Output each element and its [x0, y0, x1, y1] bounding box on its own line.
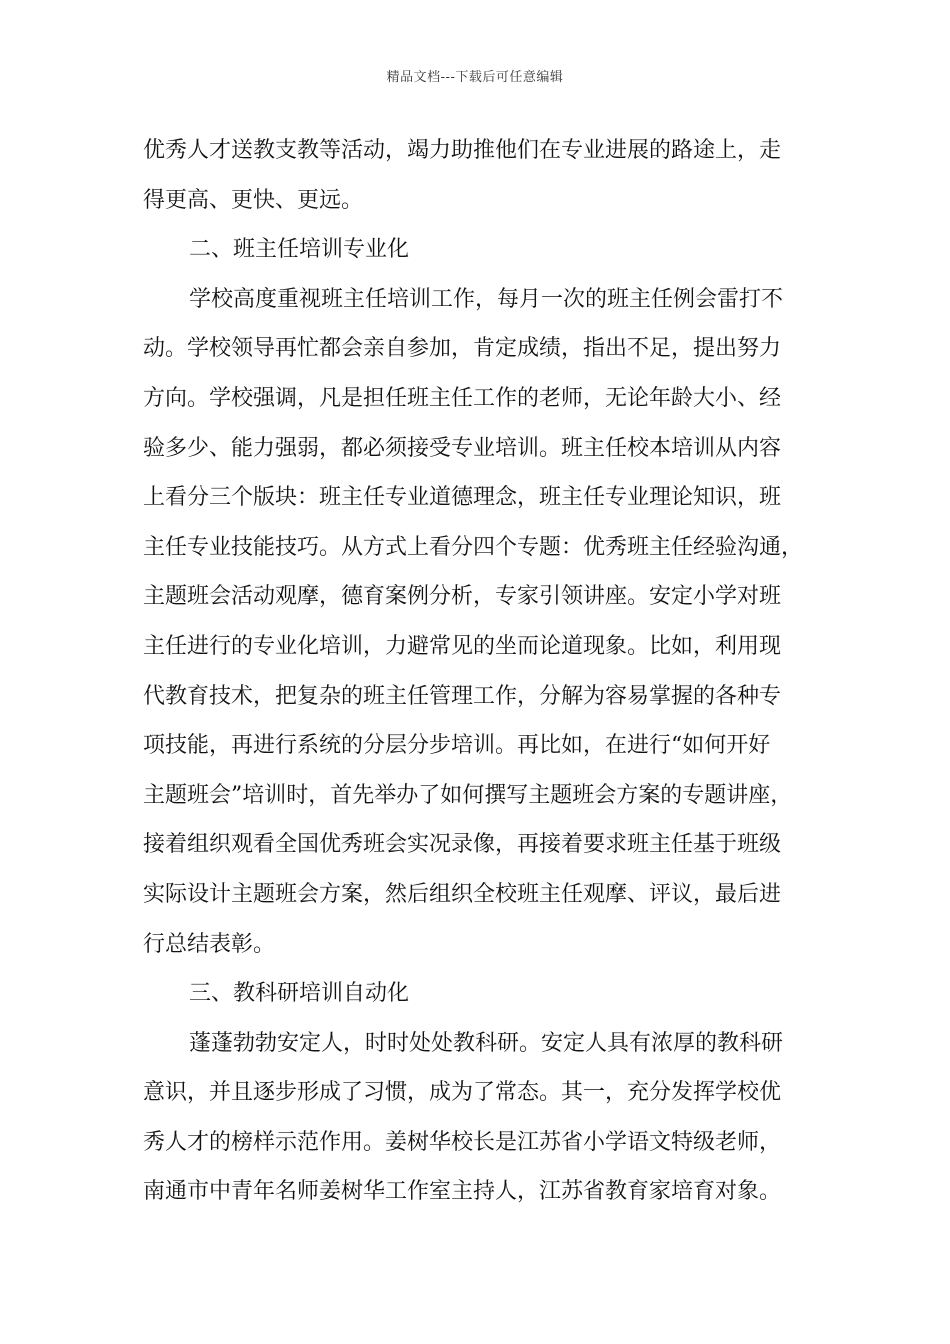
- text-line: 项技能，再进行系统的分层分步培训。再比如，在进行“如何开好: [143, 733, 771, 759]
- text-line: 接着组织观看全国优秀班会实况录像，再接着要求班主任基于班级: [143, 832, 782, 858]
- text-line: 上看分三个版块：班主任专业道德理念，班主任专业理论知识，班: [143, 485, 782, 511]
- text-line: 秀人才的榜样示范作用。姜树华校长是江苏省小学语文特级老师，: [143, 1129, 782, 1155]
- page-header: 精品文档---下载后可任意编辑: [386, 70, 564, 85]
- paragraph-start-line: 二、班主任培训专业化: [189, 237, 410, 263]
- document-body: [143, 126, 809, 1217]
- paragraph-start-line: 三、教科研培训自动化: [189, 981, 410, 1007]
- text-line: 主任专业技能技巧。从方式上看分四个专题：优秀班主任经验沟通，: [143, 534, 804, 560]
- text-line: 方向。学校强调，凡是担任班主任工作的老师，无论年龄大小、经: [143, 385, 782, 411]
- text-line: 行总结表彰。: [143, 931, 276, 957]
- text-line: 意识，并且逐步形成了习惯，成为了常态。其一，充分发挥学校优: [143, 1080, 782, 1106]
- text-line: 主题班会”培训时，首先举办了如何撰写主题班会方案的专题讲座，: [143, 782, 793, 808]
- paragraph-start-line: 学校高度重视班主任培训工作，每月一次的班主任例会雷打不: [189, 286, 784, 312]
- text-line: 主题班会活动观摩，德育案例分析，专家引领讲座。安定小学对班: [143, 584, 782, 610]
- text-line: 主任进行的专业化培训，力避常见的坐而论道现象。比如，利用现: [143, 633, 782, 659]
- text-line: 验多少、能力强弱，都必须接受专业培训。班主任校本培训从内容: [143, 435, 782, 461]
- text-line: 动。学校领导再忙都会亲自参加，肯定成绩，指出不足，提出努力: [143, 336, 782, 362]
- text-line: 代教育技术，把复杂的班主任管理工作，分解为容易掌握的各种专: [143, 683, 782, 709]
- text-line: 得更高、更快、更远。: [143, 187, 364, 213]
- paragraph-start-line: 蓬蓬勃勃安定人，时时处处教科研。安定人具有浓厚的教科研: [189, 1030, 784, 1056]
- text-line: 实际设计主题班会方案，然后组织全校班主任观摩、评议，最后进: [143, 881, 782, 907]
- text-line: 优秀人才送教支教等活动，竭力助推他们在专业进展的路途上，走: [143, 138, 782, 163]
- text-line: 南通市中青年名师姜树华工作室主持人，江苏省教育家培育对象。: [143, 1179, 782, 1205]
